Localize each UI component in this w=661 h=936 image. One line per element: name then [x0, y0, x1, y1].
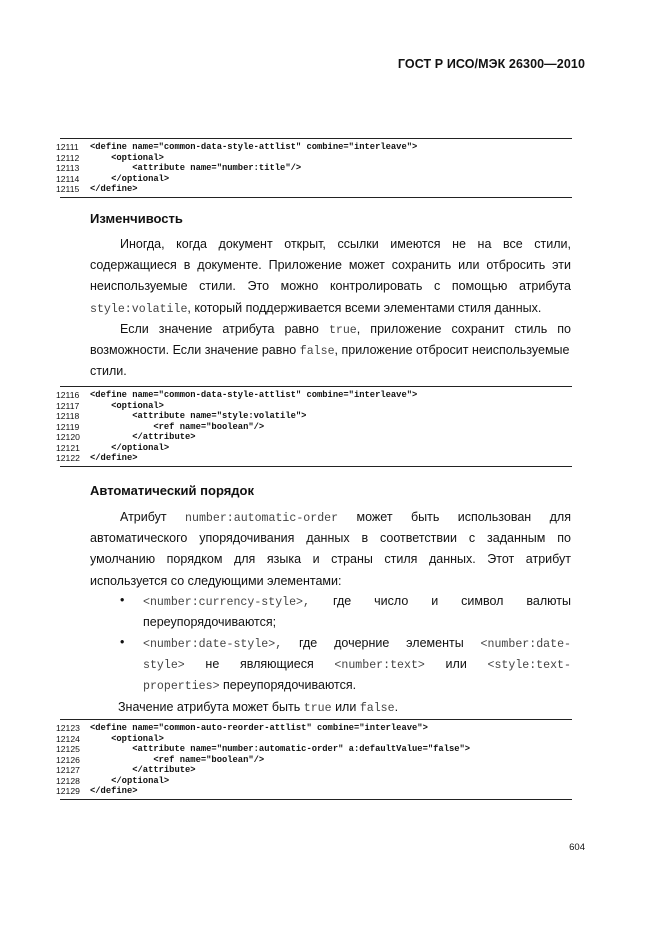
code-text: <optional> [90, 152, 164, 163]
text-fragment: не являющиеся [205, 657, 314, 672]
line-number: 12122 [56, 453, 80, 463]
code-text: <optional> [90, 733, 164, 744]
code-text: <attribute name="number:title"/> [90, 163, 302, 173]
line-number: 12124 [56, 733, 80, 744]
text-fragment: , который поддерживается всеми элементами стиля данных. [187, 300, 542, 315]
paragraph-automatic-order-1 [90, 507, 571, 592]
line-number: 12111 [56, 142, 79, 152]
text-line: используется со следующими элементами: [90, 573, 342, 588]
text-fragment: возможности. Если значение равно [90, 343, 300, 358]
text-line: умолчанию порядком для языка и страны стиля данных. Этот атрибут [90, 552, 571, 567]
code-block-2 [56, 386, 572, 467]
text-line [143, 633, 571, 654]
line-number: 12126 [56, 754, 80, 765]
text-line: переупорядочиваются; [143, 615, 277, 630]
code-line [56, 390, 572, 401]
page-header-standard: ГОСТ Р ИСО/МЭК 26300—2010 [397, 57, 585, 71]
line-number: 12116 [56, 390, 80, 400]
paragraph-volatility-2 [90, 319, 571, 383]
code-text: <define name="common-data-style-attlist" combine="interleave"> [90, 142, 418, 152]
code-text: </attribute> [90, 432, 196, 442]
code-line [56, 163, 572, 174]
inline-code: <number:date-style>, [143, 638, 283, 651]
code-block-1 [56, 138, 572, 198]
text-fragment: Атрибут [120, 510, 167, 524]
text-line [143, 675, 571, 696]
text-fragment: , приложение сохранит стиль по [356, 322, 571, 336]
code-line [56, 442, 572, 454]
text-line [143, 654, 571, 675]
text-fragment: переупорядочиваются. [219, 678, 357, 693]
line-number: 12119 [56, 421, 80, 432]
line-number: 12114 [56, 173, 80, 184]
section-title-automatic-order: Автоматический порядок [90, 483, 254, 498]
bullet-icon: • [120, 635, 125, 649]
code-text: <define name="common-auto-reorder-attlist" combine="interleave"> [90, 723, 428, 733]
text-line [90, 697, 571, 718]
code-line [56, 775, 572, 787]
line-number: 12112 [56, 152, 80, 163]
text-line [90, 507, 571, 528]
inline-code: true [328, 324, 357, 337]
text-fragment: , приложение отбросит неиспользуемые [334, 343, 570, 358]
line-number: 12113 [56, 163, 80, 173]
inline-code: false [359, 702, 395, 715]
inline-code: <number:currency-style>, [143, 596, 310, 609]
code-line [56, 411, 572, 422]
code-text: </optional> [90, 442, 170, 453]
code-line [56, 173, 572, 185]
inline-code: style> [143, 659, 185, 673]
line-number: 12118 [56, 411, 80, 421]
text-fragment: или [331, 700, 360, 714]
code-line [56, 723, 572, 734]
text-fragment: может быть использован для [356, 510, 571, 524]
text-fragment: Если значение атрибута равно [120, 322, 329, 336]
text-line: стили. [90, 364, 127, 379]
text-line: автоматического упорядочивания данных в соответствии с заданным по [90, 531, 571, 546]
code-text: </optional> [90, 775, 170, 786]
page-number: 604 [569, 842, 585, 853]
line-number: 12128 [56, 775, 80, 786]
inline-code: <style:text- [487, 659, 571, 673]
paragraph-volatility-1 [90, 234, 571, 319]
code-text: </define> [90, 453, 138, 463]
code-line [56, 400, 572, 412]
bullet-item-date-style [143, 633, 571, 697]
text-fragment: где число и символ валюты [332, 594, 571, 608]
line-number: 12121 [56, 442, 80, 453]
line-number: 12120 [56, 432, 80, 442]
inline-code: true [303, 702, 332, 715]
code-line [56, 786, 572, 797]
line-number: 12123 [56, 723, 80, 733]
code-text: </define> [90, 184, 138, 194]
code-line [56, 754, 572, 766]
text-fragment: . [394, 700, 399, 714]
code-block-3 [56, 719, 572, 800]
text-line: неиспользуемые стили. Это можно контролировать с помощью атрибута [90, 279, 571, 294]
code-text: </attribute> [90, 765, 196, 775]
code-line [56, 432, 572, 443]
code-line [56, 421, 572, 433]
text-line [90, 298, 571, 319]
bullet-item-currency-style [143, 591, 571, 633]
inline-code: false [299, 345, 335, 359]
line-number: 12125 [56, 744, 80, 754]
code-text: <ref name="boolean"/> [90, 754, 265, 765]
text-fragment: или [445, 657, 467, 672]
code-line [56, 733, 572, 745]
line-number: 12115 [56, 184, 80, 194]
code-line [56, 152, 572, 164]
code-text: <attribute name="number:automatic-order" a:defaultValue="false"> [90, 744, 471, 754]
line-number: 12129 [56, 786, 80, 796]
text-fragment: Значение атрибута может быть [118, 700, 304, 714]
text-line: Иногда, когда документ открыт, ссылки имеются не на все стили, [120, 237, 571, 251]
bullet-icon: • [120, 593, 125, 607]
code-text: </optional> [90, 173, 170, 184]
code-line [56, 744, 572, 755]
code-line [56, 142, 572, 153]
code-text: <ref name="boolean"/> [90, 421, 265, 432]
paragraph-automatic-order-2 [90, 697, 571, 718]
text-fragment: где дочерние элементы [299, 636, 464, 650]
inline-code: number:automatic-order [185, 512, 339, 525]
code-line [56, 453, 572, 464]
line-number: 12127 [56, 765, 80, 775]
text-line [90, 340, 571, 361]
code-line [56, 765, 572, 776]
text-line [143, 591, 571, 612]
inline-code: properties> [143, 680, 220, 694]
line-number: 12117 [56, 400, 80, 411]
code-text: </define> [90, 786, 138, 796]
code-text: <attribute name="style:volatile"> [90, 411, 307, 421]
text-line [90, 319, 571, 340]
code-text: <define name="common-data-style-attlist" combine="interleave"> [90, 390, 418, 400]
section-title-volatility: Изменчивость [90, 211, 183, 226]
code-text: <optional> [90, 400, 164, 411]
text-line: содержащиеся в документе. Приложение может сохранить или отбросить эти [90, 258, 571, 273]
inline-code: <number:text> [334, 659, 425, 673]
code-line [56, 184, 572, 195]
inline-code: <number:date- [480, 638, 571, 651]
inline-code: style:volatile [90, 302, 188, 316]
